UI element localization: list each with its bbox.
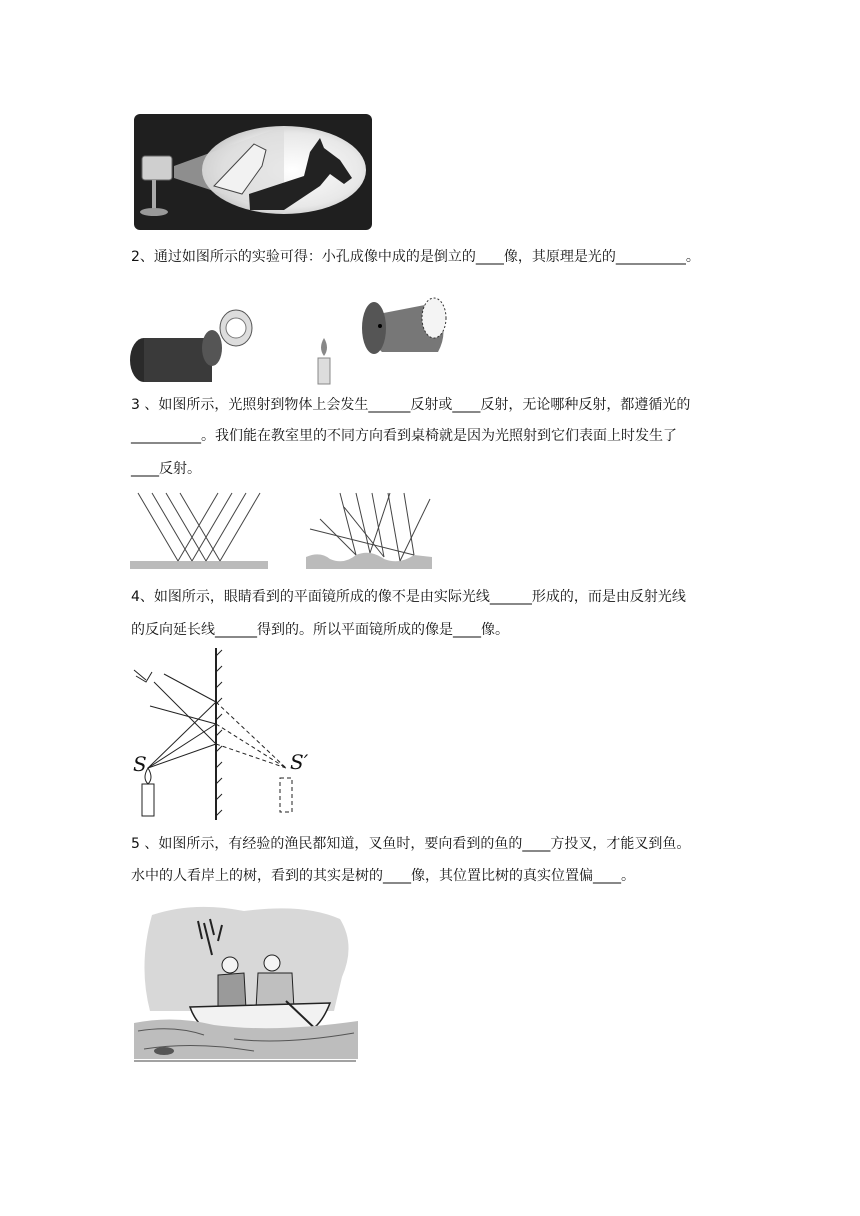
diffuse-reflection	[306, 493, 432, 569]
pinhole-camera-figure	[128, 296, 463, 388]
question-5-line-1: 5 、如图所示，有经验的渔民都知道，叉鱼时，要向看到的鱼的____方投叉，才能叉到鱼。	[131, 836, 691, 852]
fisherman-illustration	[134, 905, 358, 1063]
reflection-diagram	[130, 491, 440, 571]
hand-shadow-photo	[134, 114, 372, 230]
question-4-line-2: 的反向延长线______得到的。所以平面镜所成的像是____像。	[131, 622, 509, 638]
question-2: 2、通过如图所示的实验可得：小孔成像中成的是倒立的____像，其原理是光的__________。	[131, 249, 700, 265]
source-label-s: S	[133, 752, 147, 776]
eye-icon	[134, 670, 152, 682]
question-4-line-1: 4、如图所示，眼睛看到的平面镜所成的像不是由实际光线______形成的，而是由反射光线	[131, 589, 686, 605]
plane-mirror-diagram	[130, 646, 320, 824]
question-3-line-2: __________。我们能在教室里的不同方向看到桌椅就是因为光照射到它们表面上时发生了	[131, 428, 677, 444]
question-3-line-3: ____反射。	[131, 461, 201, 477]
specular-reflection	[130, 493, 268, 569]
question-5-line-2: 水中的人看岸上的树，看到的其实是树的____像，其位置比树的真实位置偏____。	[131, 868, 635, 884]
question-3-line-1: 3 、如图所示，光照射到物体上会发生______反射或____反射，无论哪种反射，都遵循光的	[131, 397, 691, 413]
image-label-s-prime: S′	[290, 750, 309, 774]
